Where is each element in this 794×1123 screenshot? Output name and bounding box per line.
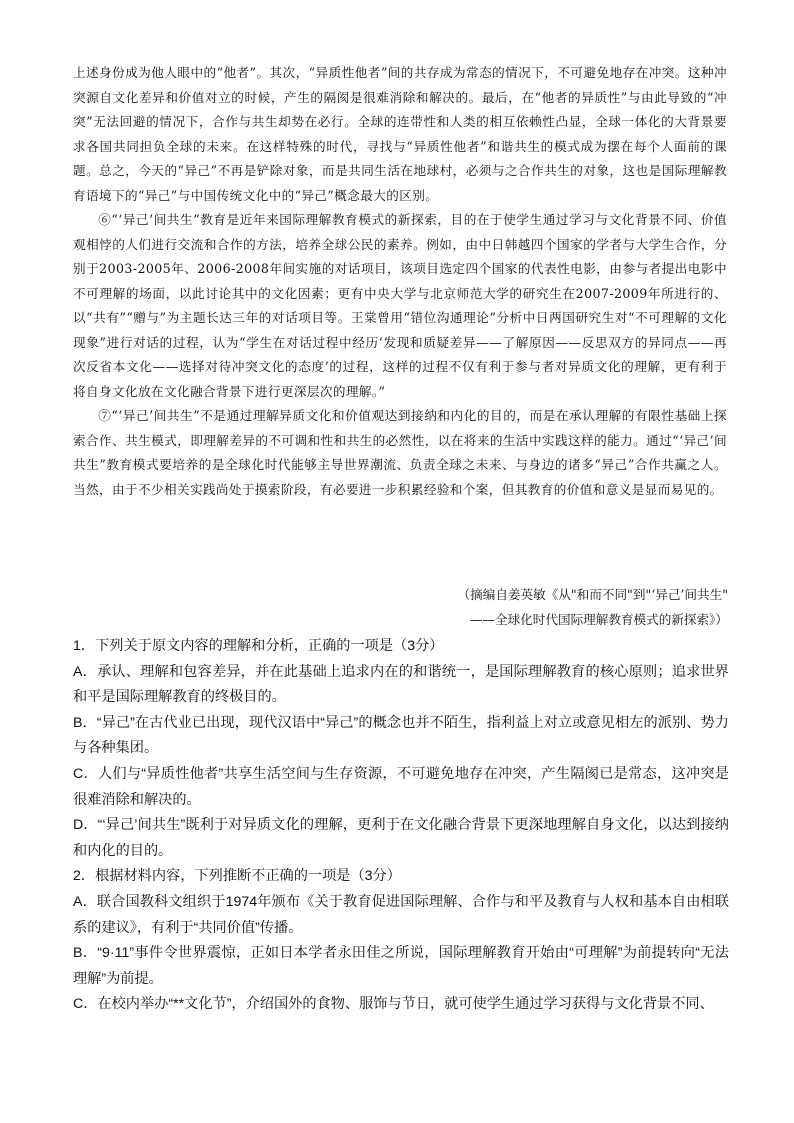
question-1-option-d: D．“‘异己’间共生”既利于对异质文化的理解，更利于在文化融合背景下更深地理解自身文化，以达到接纳和内化的目的。 [73, 817, 729, 859]
paragraph-7: ⑦“‘异己’间共生”不是通过理解异质文化和价值观达到接纳和内化的目的，而是在承认理解的有限性基础上探索合作、共生模式，即理解差异的不可调和性和共生的必然性，以在将来的生活中实践这样的能力。通过“‘异己’间共生”教育模式要培养的是全球化时代能够主导世界潮流、负责全球之未来、与身边的诸多“异己”合作共赢之人。当然，由于不少相关实践尚处于摸索阶段，有必要进一步积累经验和个案，但其教育的价值和意义是显而易见的。 [73, 408, 727, 497]
reading-passage [73, 61, 727, 502]
question-2-stem: 2．根据材料内容，下列推断不正确的一项是（3分） [73, 868, 401, 885]
question-1-option-a: A．承认、理解和包容差异，并在此基础上追求内在的和谐统一，是国际理解教育的核心原则；追求世界和平是国际理解教育的终极目的。 [73, 663, 729, 706]
paragraph-5-continuation: 上述身份成为他人眼中的“他者”。其次，“异质性他者”间的共存成为常态的情况下，不可避免地存在冲突。这种冲突源自文化差异和价值对立的时候，产生的隔阂是很难消除和解决的。最后，在“他者的异质性”与由此导致的“冲突”无法回避的情况下，合作与共生却势在必行。全球的连带性和人类的相互依赖性凸显，全球一体化的大背景要求各国共同担负全球的未来。在这样特殊的时代，寻找与“异质性他者”和谐共生的模式成为摆在每个人面前的课题。总之，今天的“异己”不再是铲除对象，而是共同生活在地球村，必须与之合作共生的对象，这也是国际理解教育语境下的“异己”与中国传统文化中的“异己”概念最大的区别。 [73, 65, 727, 203]
question-1-option-c: C．人们与“异质性他者”共享生活空间与生存资源，不可避免地存在冲突，产生隔阂已是常态，这冲突是很难消除和解决的。 [73, 765, 729, 808]
question-2-option-b: B．“9·11”事件令世界震惊，正如日本学者永田佳之所说，国际理解教育开始由“可理解”为前提转向“无法理解”为前提。 [73, 945, 729, 987]
source-citation-line-1: （摘编自姜英敏《从"和而不同"到"‘异己’间共生" [457, 587, 728, 602]
questions-section [73, 634, 729, 1018]
paragraph-6: ⑥“‘异己’间共生”教育是近年来国际理解教育模式的新探索，目的在于使学生通过学习与文化背景不同、价值观相悖的人们进行交流和合作的方法，培养全球公民的素养。例如，由中日韩越四个国家的学者与大学生合作，分别于2003-2005年、2006-2008年间实施的对话项目，该项目选定四个国家的代表性电影，由参与者提出电影中不可理解的场面，以此讨论其中的文化因素；更有中央大学与北京师范大学的研究生在2007-2009年所进行的、以“共有”“赠与”为主题长达三年的对话项目等。王棠曾用“错位沟通理论”分析中日两国研究生对“不可理解的文化现象”进行对话的过程，认为“学生在对话过程中经历‘发现和质疑差异——了解原因——反思双方的异同点——再次反省本文化——选择对待冲突文化的态度’的过程，这样的过程不仅有利于参与者对异质文化的理解，更有利于将自身文化放在文化融合背景下进行更深层次的理解。” [73, 212, 727, 399]
question-2-option-a: A．联合国教科文组织于1974年颁布《关于教育促进国际理解、合作与和平及教育与人权和基本自由相联系的建议》，有利于“共同价值”传播。 [73, 893, 729, 936]
source-citation-line-2: ——全球化时代国际理解教育模式的新探索》） [469, 612, 728, 627]
question-1-stem: 1．下列关于原文内容的理解和分析，正确的一项是（3分） [73, 638, 444, 654]
question-2-option-c: C．在校内举办“**文化节”，介绍国外的食物、服饰与节日，就可使学生通过学习获得与文化背景不同、 [73, 996, 714, 1013]
question-1-option-b: B．“异己”在古代业已出现，现代汉语中“异己”的概念也并不陌生，指利益上对立或意见相左的派别、势力与各种集团。 [73, 714, 729, 757]
